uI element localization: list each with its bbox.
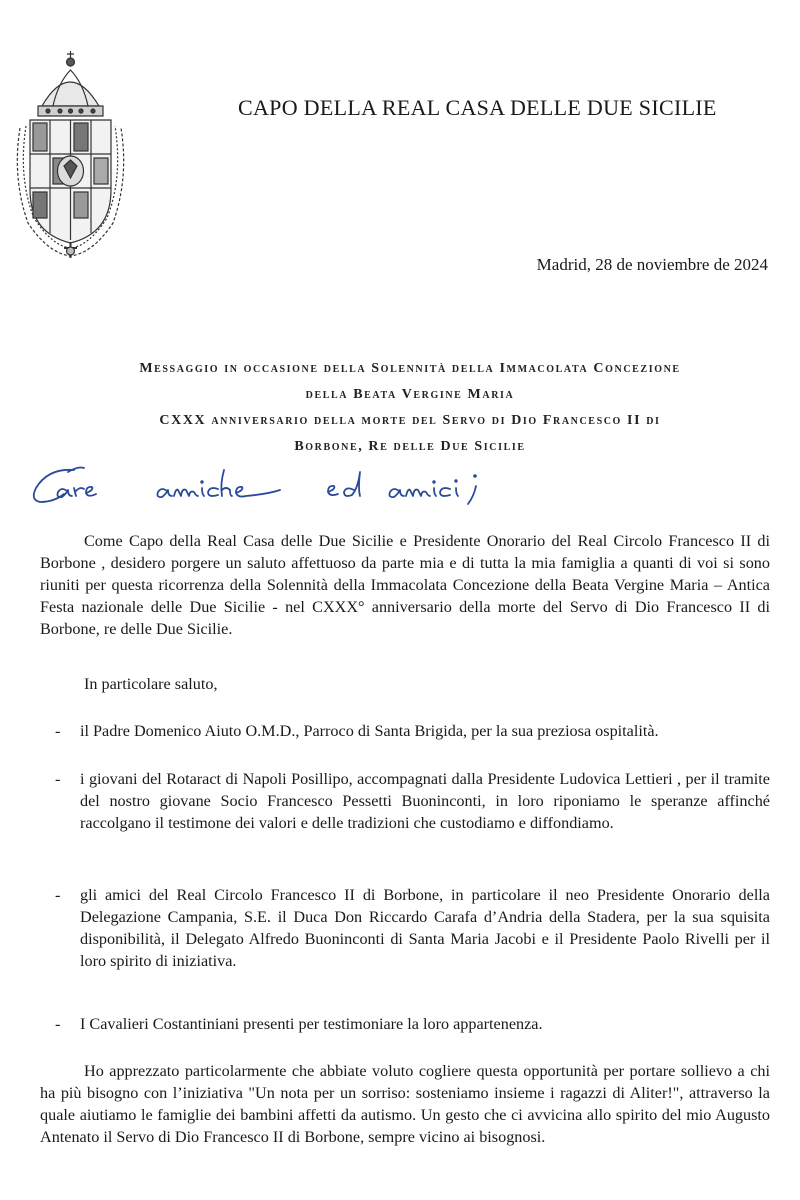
list-item-text: I Cavalieri Costantiniani presenti per testimoniare la loro appartenenza. (80, 1015, 543, 1033)
bullet-dash: - (55, 722, 61, 740)
list-item (55, 768, 770, 834)
handwritten-salutation (28, 462, 508, 510)
list-item (55, 1013, 770, 1035)
bullet-dash: - (55, 1015, 61, 1033)
subject-line: Borbone, Re delle Due Sicilie (294, 439, 526, 454)
letterhead-title: CAPO DELLA REAL CASA DELLE DUE SICILIE (238, 95, 717, 120)
list-item-text: i giovani del Rotaract di Napoli Posillipo, accompagnati dalla Presidente Ludovica Lettieri , per il tramite del nostro giovane Socio Francesco Pessetti Buoninconti, in loro riponiamo le speranze affinché raccolgano il testimone dei valori e delle tradizioni che custodiamo e diffondiamo. (80, 770, 770, 832)
list-item-text: gli amici del Real Circolo Francesco II di Borbone, in particolare il neo Presidente Onorario della Delegazione Campania, S.E. il Duca Don Riccardo Carafa d’Andria della Stadera, per la sua squisita disponibilità, il Delegato Alfredo Buoninconti di Santa Maria Jacobi e il Presidente Paolo Rivelli per il loro spirito di iniziativa. (80, 886, 770, 970)
list-item (55, 884, 770, 972)
bullet-dash: - (55, 886, 61, 904)
subject-line: CXXX anniversario della morte del Servo di Dio Francesco II di (159, 413, 661, 428)
letter-date: Madrid, 28 de noviembre de 2024 (536, 255, 768, 274)
list-item-text: il Padre Domenico Aiuto O.M.D., Parroco di Santa Brigida, per la sua preziosa ospitalità. (80, 722, 659, 740)
bullet-dash: - (55, 770, 61, 788)
intro-paragraph: Come Capo della Real Casa delle Due Sicilie e Presidente Onorario del Real Circolo Francesco II di Borbone , desidero porgere un saluto affettuoso da parte mia e di tutta la mia famiglia a quanti di voi si sono riuniti per questa ricorrenza della Solennità della Immacolata Concezione della Beata Vergine Maria – Antica Festa nazionale delle Due Sicilie - nel CXXX° anniversario della morte del Servo di Dio Francesco II di Borbone, re delle Due Sicilie. (40, 532, 770, 638)
subject-line: Messaggio in occasione della Solennità della Immacolata Concezione (139, 361, 681, 376)
subject-line: della Beata Vergine Maria (305, 387, 515, 402)
royal-coat-of-arms-icon (8, 48, 133, 260)
list-item (55, 720, 770, 742)
closing-paragraph: Ho apprezzato particolarmente che abbiate voluto cogliere questa opportunità per portare sollievo a chi ha più bisogno con l’iniziativa "Un nota per un sorriso: sosteniamo insieme i ragazzi di Aliter!", attraverso la quale aiutiamo le famiglie dei bambini affetti da autismo. Un gesto che ci avvicina allo spirito del mio Augusto Antenato il Servo di Dio Francesco II di Borbone, sempre vicino ai bisognosi. (40, 1062, 770, 1146)
greetings-intro: In particolare saluto, (84, 675, 218, 693)
subject-block (30, 356, 790, 460)
